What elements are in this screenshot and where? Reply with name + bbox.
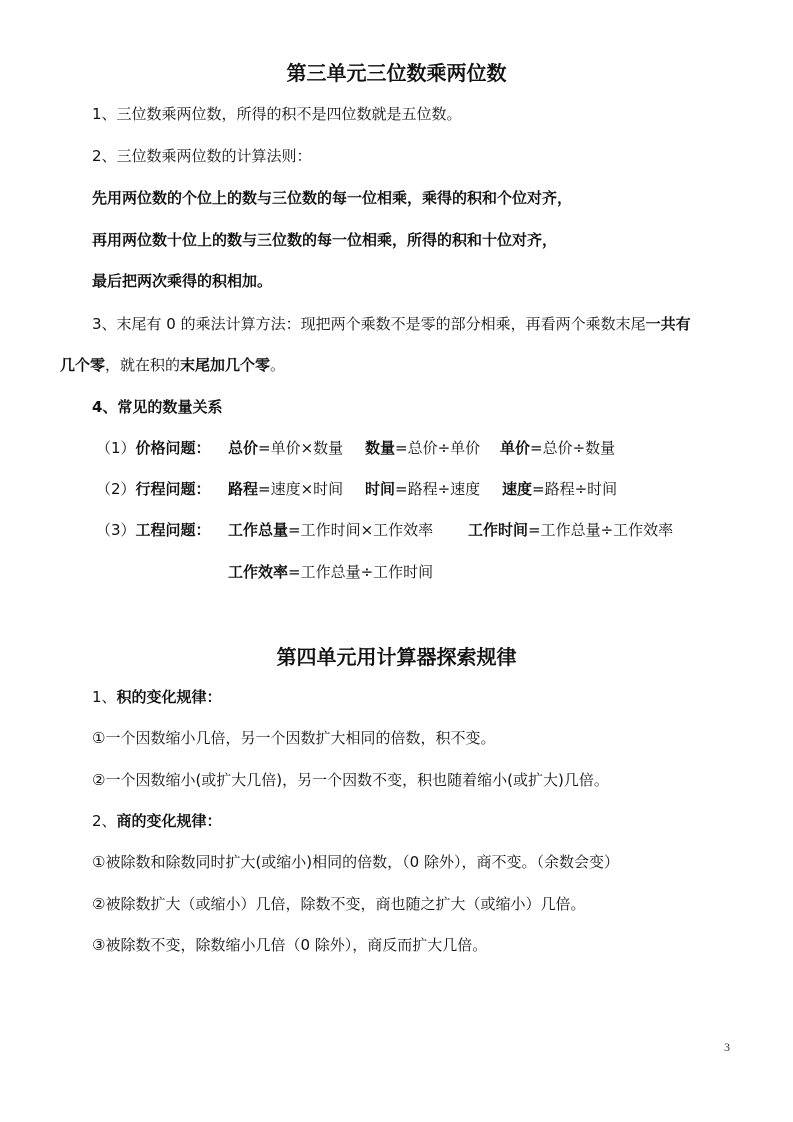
relation-name: 价格问题： (135, 439, 211, 457)
formula-expr: =工作总量÷工作效率 (528, 521, 674, 539)
formula-distance (228, 478, 343, 500)
rule-line-2: 再用两位数十位上的数与三位数的每一位相乘，所得的积和十位对齐， (92, 231, 558, 249)
rule-line-1: 先用两位数的个位上的数与三位数的每一位相乘，乘得的积和个位对齐， (92, 189, 573, 207)
section-title: 商的变化规律： (116, 812, 222, 830)
unit3-point2: 2、三位数乘两位数的计算法则： (92, 147, 312, 165)
formula-expr: =路程÷速度 (395, 480, 481, 498)
quotient-rule-3: ③被除数不变，除数缩小几倍（0 除外），商反而扩大几倍。 (92, 936, 488, 954)
relation-name: 工程问题： (135, 521, 211, 539)
point3-cont-bold2: 末尾加几个零 (180, 356, 271, 374)
formula-speed (502, 478, 617, 500)
formula-term: 路程 (228, 480, 259, 498)
formula-time (365, 478, 480, 500)
formula-unit-price (500, 437, 615, 459)
unit3-point3-cont (60, 354, 285, 376)
unit3-title: 第三单元三位数乘两位数 (286, 61, 507, 85)
formula-term: 时间 (365, 480, 396, 498)
relation-number: （1） (96, 439, 136, 457)
unit4-section2 (92, 810, 222, 832)
relation-price (96, 437, 211, 459)
formula-total-price (228, 437, 343, 459)
section-number: 2、 (92, 812, 117, 830)
section-number: 1、 (92, 688, 117, 706)
formula-work-efficiency (228, 561, 433, 583)
formula-term: 数量 (365, 439, 396, 457)
formula-expr: =总价÷单价 (395, 439, 481, 457)
relation-name: 行程问题： (135, 480, 211, 498)
formula-term: 工作时间 (468, 521, 529, 539)
unit4-section1 (92, 686, 222, 708)
relation-work (96, 519, 211, 541)
product-rule-1: ①一个因数缩小几倍，另一个因数扩大相同的倍数，积不变。 (92, 729, 496, 747)
formula-expr: =工作总量÷工作时间 (288, 563, 434, 581)
unit3-point3 (92, 313, 691, 335)
product-rule-2: ②一个因数缩小(或扩大几倍)，另一个因数不变，积也随着缩小(或扩大)几倍。 (92, 771, 609, 789)
formula-expr: =单价×数量 (258, 439, 344, 457)
formula-expr: =总价÷数量 (530, 439, 616, 457)
point3-cont-mid: ，就在积的 (105, 356, 181, 374)
relation-number: （3） (96, 521, 136, 539)
point3-bold: 一共有 (645, 315, 691, 333)
unit3-point4: 4、常见的数量关系 (92, 398, 223, 416)
formula-term: 单价 (500, 439, 531, 457)
relation-travel (96, 478, 211, 500)
formula-quantity (365, 437, 480, 459)
formula-expr: =速度×时间 (258, 480, 344, 498)
formula-term: 速度 (502, 480, 533, 498)
formula-term: 总价 (228, 439, 259, 457)
page-number: 3 (724, 1040, 730, 1054)
unit3-point1: 1、三位数乘两位数，所得的积不是四位数就是五位数。 (92, 105, 462, 123)
formula-work-time (468, 519, 673, 541)
section-title: 积的变化规律： (116, 688, 222, 706)
point3-cont-bold: 几个零 (60, 356, 106, 374)
quotient-rule-1: ①被除数和除数同时扩大(或缩小)相同的倍数，（0 除外），商不变。（余数会变） (92, 853, 619, 871)
formula-term: 工作效率 (228, 563, 289, 581)
formula-term: 工作总量 (228, 521, 289, 539)
formula-expr: =路程÷时间 (532, 480, 618, 498)
rule-line-3: 最后把两次乘得的积相加。 (92, 272, 273, 290)
quotient-rule-2: ②被除数扩大（或缩小）几倍，除数不变，商也随之扩大（或缩小）几倍。 (92, 895, 586, 913)
unit4-title: 第四单元用计算器探索规律 (276, 645, 517, 669)
point3-cont-end: 。 (270, 356, 286, 374)
formula-expr: =工作时间×工作效率 (288, 521, 434, 539)
formula-work-total (228, 519, 433, 541)
relation-number: （2） (96, 480, 136, 498)
point3-intro: 3、末尾有 0 的乘法计算方法：现把两个乘数不是零的部分相乘，再看两个乘数末尾 (92, 315, 646, 333)
